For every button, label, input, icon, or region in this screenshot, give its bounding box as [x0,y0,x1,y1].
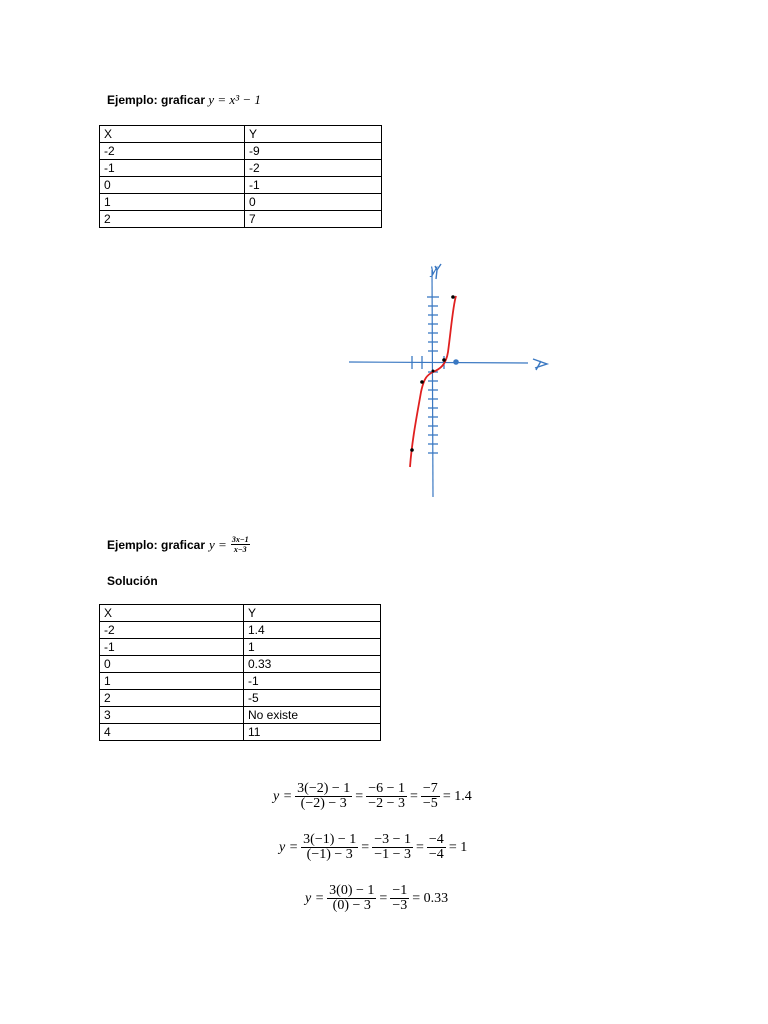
cell-y: No existe [244,707,381,724]
eq2-result: = 1 [448,839,468,855]
cell-y: -1 [244,673,381,690]
eq1-f2-num: −6 − 1 [368,781,405,796]
eq1-lhs: y = [273,788,293,804]
cell-x: -1 [100,160,245,177]
table-header-row [100,605,381,622]
example2-numerator: 3x−1 [231,535,249,544]
eq2-f1-num: 3(−1) − 1 [303,832,357,847]
cell-x: -1 [100,639,244,656]
solution-label: Solución [107,574,158,588]
cell-y: 11 [244,724,381,741]
equation-2 [279,833,467,862]
x-axis-label: x [551,368,552,369]
cell-x: 4 [100,724,244,741]
eq3-f1-den: (0) − 3 [332,898,371,913]
cell-y: 0 [245,194,382,211]
table-row [100,639,381,656]
cell-x: 1 [100,194,245,211]
cell-y: -2 [245,160,382,177]
eq2-f2-den: −1 − 3 [374,847,411,862]
eq1-f1-num: 3(−2) − 1 [297,781,351,796]
table-header-x: X [100,605,244,622]
table-row [100,656,381,673]
eq2-lhs: y = [279,839,299,855]
example2-fraction [231,535,250,554]
equals-sign: = [379,890,388,906]
eq1-f2-den: −2 − 3 [368,796,405,811]
eq1-fraction-1 [295,782,352,811]
table-header-x: X [100,126,245,143]
eq1-f1-den: (−2) − 3 [300,796,347,811]
cell-x: 0 [100,656,244,673]
cell-x: 0 [100,177,245,194]
cell-x: 2 [100,211,245,228]
x-axis [349,362,528,363]
eq2-fraction-1 [301,833,358,862]
equation-1 [273,782,472,811]
eq3-fraction-1 [327,884,376,913]
eq2-f2-num: −3 − 1 [374,832,411,847]
example2-heading-prefix: Ejemplo: graficar [107,537,206,552]
example2-lhs: y = [209,536,227,552]
example1-equation: y = x³ − 1 [208,92,261,107]
eq2-f1-den: (−1) − 3 [306,847,353,862]
cell-y: -1 [245,177,382,194]
table-row [100,622,381,639]
eq2-f3-den: −4 [428,847,444,862]
cell-x: -2 [100,143,245,160]
x-axis-arrow [533,359,547,370]
eq3-f2-den: −3 [392,898,408,913]
eq3-result: = 0.33 [412,890,449,906]
table-row [100,673,381,690]
cell-y: -9 [245,143,382,160]
x-axis-dot [454,360,458,364]
eq1-f3-den: −5 [422,796,438,811]
equation-3 [305,884,448,913]
eq3-f2-num: −1 [392,883,408,898]
equals-sign: = [361,839,370,855]
eq1-fraction-2 [366,782,407,811]
eq1-fraction-3 [421,782,440,811]
table-header-y: Y [245,126,382,143]
cell-x: -2 [100,622,244,639]
cell-y: -5 [244,690,381,707]
eq3-lhs: y = [305,890,325,906]
table-row [100,707,381,724]
cell-y: 1 [244,639,381,656]
cell-y: 0.33 [244,656,381,673]
equals-sign: = [355,788,364,804]
eq1-result: = 1.4 [442,788,472,804]
eq2-fraction-2 [372,833,413,862]
cell-y: 1.4 [244,622,381,639]
y-axis [432,270,433,497]
cell-x: 3 [100,707,244,724]
table-header-y: Y [244,605,381,622]
table2 [99,604,381,741]
eq2-fraction-3 [427,833,446,862]
eq3-f1-num: 3(0) − 1 [329,883,375,898]
table-row [100,724,381,741]
equals-sign: = [410,788,418,804]
example1-heading-prefix: Ejemplo: graficar [107,93,206,107]
cell-x: 1 [100,673,244,690]
table-row [100,690,381,707]
example2-denominator: x−3 [233,545,247,554]
equals-sign: = [416,839,424,855]
eq3-fraction-2 [390,884,409,913]
eq1-f3-num: −7 [422,781,438,796]
cell-x: 2 [100,690,244,707]
eq2-f3-num: −4 [428,832,444,847]
y-axis-label: y [430,263,438,278]
example2-heading [107,535,250,554]
cell-y: 7 [245,211,382,228]
